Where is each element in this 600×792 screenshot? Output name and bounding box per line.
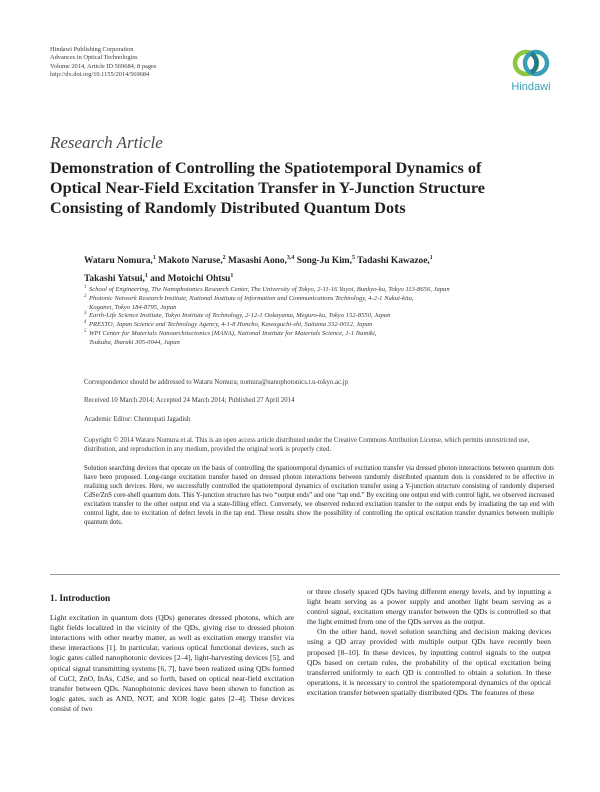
- affiliation-number: 2: [84, 293, 87, 299]
- author-affil-mark: 1: [144, 273, 148, 280]
- journal-header: [50, 46, 156, 80]
- hindawi-logo-icon: [511, 46, 551, 80]
- affiliation-list: [84, 286, 554, 348]
- section-heading: 1. Introduction: [50, 594, 111, 604]
- affiliation-number: 5: [84, 328, 87, 334]
- affiliation-text: Earth-Life Science Institute, Tokyo Institute of Technology, 2-12-1 Ookayama, Meguro-ku, Tokyo 152-8550, Japan: [89, 312, 391, 320]
- affiliation-item: [84, 286, 554, 295]
- author-name: and Motoichi Ohtsu: [147, 274, 231, 285]
- copyright-notice: Copyright © 2014 Wataru Nomura et al. This is an open access article distributed under the Creative Commons Attribution License, which permits unrestricted use, distribution, and reproduction in any medium, provided the original work is properly cited.: [84, 437, 530, 453]
- left-column: [50, 594, 294, 714]
- author-affil-mark: 5: [351, 255, 355, 261]
- title-line: Optical Near-Field Excitation Transfer in Y-Junction Structure: [50, 179, 485, 197]
- affiliation-text: Photonic Network Research Institute, National Institute of Information and Communications Technology, 4-2-1 Nukui-kita,: [89, 294, 414, 302]
- author-affil-mark: 2: [222, 255, 226, 261]
- author-name: Takashi Yatsui,: [84, 274, 145, 285]
- publication-dates: Received 10 March 2014; Accepted 24 March 2014; Published 27 April 2014: [84, 397, 295, 404]
- author-line: [84, 269, 554, 287]
- affiliation-text: WPI Center for Materials Nanoarchitectonics (MANA), National Institute for Materials Science, 1-1 Namiki,: [89, 329, 377, 337]
- author-affil-mark: 1: [152, 255, 156, 261]
- correspondence: Correspondence should be addressed to Wataru Nomura; nomura@nanophotonics.t.u-tokyo.ac.jp: [84, 379, 348, 386]
- author-affil-mark: 1: [230, 273, 234, 280]
- hindawi-logo: [500, 46, 562, 93]
- hindawi-logo-text: Hindawi: [511, 81, 551, 93]
- affiliation-text: PRESTO, Japan Science and Technology Agency, 4-1-8 Honcho, Kawaguchi-shi, Saitama 332-0012, Japan: [89, 321, 373, 329]
- affiliation-number: 1: [84, 285, 87, 290]
- affiliation-item: [84, 295, 554, 313]
- affiliation-text-cont: Koganei, Tokyo 184-8795, Japan: [89, 303, 177, 311]
- affiliation-item: [84, 312, 554, 321]
- academic-editor: Academic Editor: Chennupati Jagadish: [84, 416, 191, 423]
- author-affil-mark: 1: [429, 255, 433, 261]
- body-paragraph: or three closely spaced QDs having different energy levels, and by inputting a light beam serving as a power supply and another light beam serving as a control signal, excitation energy transfer between the QDs is controlled so that the light emitted from one of the QDs serves as the output.: [307, 587, 551, 627]
- body-paragraph: Light excitation in quantum dots (QDs) generates dressed photons, which are light fields localized in the vicinity of the QDs, giving rise to dressed photon interactions with other nearby matter, as well as excitation energy transfer via these interactions [1]. In particular, various optical functional devices, such as logic gates called nanophotonic devices [2–4], light-harvesting devices [5], and optical signal transmitting systems [6, 7], have been realized using QDs formed of CuCl, ZnO, InAs, CdSe, and so forth, based on optical near-field excitation transfer between QDs. Nanophotonic devices have been shown to function as logic gates, such as AND, NOT, and XOR logic gates [2–4]. These devices consist of two: [50, 613, 294, 713]
- doi-link[interactable]: http://dx.doi.org/10.1155/2014/569684: [50, 71, 150, 79]
- author-affil-mark: 3,4: [286, 255, 295, 261]
- paper-title: [50, 158, 560, 218]
- body-paragraph: On the other hand, novel solution searching and decision making devices using a QD array provided with multiple output QDs have recently been proposed [8–10]. In these devices, by inputting control signals to the output QDs based on certain rules, the probability of the optical excitation being transferred uniformly to each QD is controlled to obtain a solution. In these operations, it is necessary to control the spatiotemporal dynamics of the optical excitation transfer between spatially distributed QDs. The features of these: [307, 627, 551, 697]
- publisher-line: Hindawi Publishing Corporation: [50, 46, 134, 53]
- author-list: [84, 251, 554, 287]
- title-line: Demonstration of Controlling the Spatiotemporal Dynamics of: [50, 159, 482, 177]
- section-divider: [50, 574, 560, 575]
- author-name: Makoto Naruse,: [155, 256, 223, 267]
- affiliation-number: 4: [84, 320, 87, 326]
- right-column: [307, 587, 551, 698]
- affiliation-item: [84, 321, 554, 330]
- author-name: Song-Ju Kim,: [294, 256, 352, 267]
- volume-line: Volume 2014, Article ID 569684, 8 pages: [50, 62, 157, 70]
- affiliation-text-cont: Tsukuba, Ibaraki 305-0044, Japan: [89, 338, 180, 346]
- affiliation-item: [84, 330, 554, 348]
- article-type: Research Article: [50, 133, 163, 152]
- title-line: Consisting of Randomly Distributed Quantum Dots: [50, 199, 406, 217]
- author-name: Masashi Aono,: [225, 256, 287, 267]
- author-name: Wataru Nomura,: [84, 256, 153, 267]
- author-line: [84, 251, 554, 269]
- journal-name: Advances in Optical Technologies: [50, 54, 138, 62]
- author-name: Tadashi Kawazoe,: [354, 256, 430, 267]
- affiliation-number: 3: [84, 311, 87, 317]
- abstract: Solution searching devices that operate on the basis of controlling the spatiotemporal dynamics of excitation transfer via dressed photon interactions between quantum dots have been proposed. Long-range excitation transfer based on dressed photon interactions between randomly distributed quantum dots is considered to be effective in realizing such devices. Here, we successfully controlled the spatiotemporal dynamics of excitation transfer using a Y-junction structure consisting of randomly dispersed CdSe/ZnS core-shell quantum dots. This Y-junction structure has two “output ends” and one “tap end.” By exciting one output end with control light, we observed increased excitation transfer to the other output end via a state-filling effect. Conversely, we observed reduced excitation transfer to the output ends by irradiating the tap end with control light, due to excitation of defect levels in the tap end. These results show the possibility of controlling the optical excitation transfer dynamics between multiple quantum dots.: [84, 465, 554, 527]
- affiliation-text: School of Engineering, The Nanophotonics Research Center, The University of Tokyo, 2-11-16 Yayoi, Bunkyo-ku, Tokyo 113-8656, Japan: [89, 286, 450, 293]
